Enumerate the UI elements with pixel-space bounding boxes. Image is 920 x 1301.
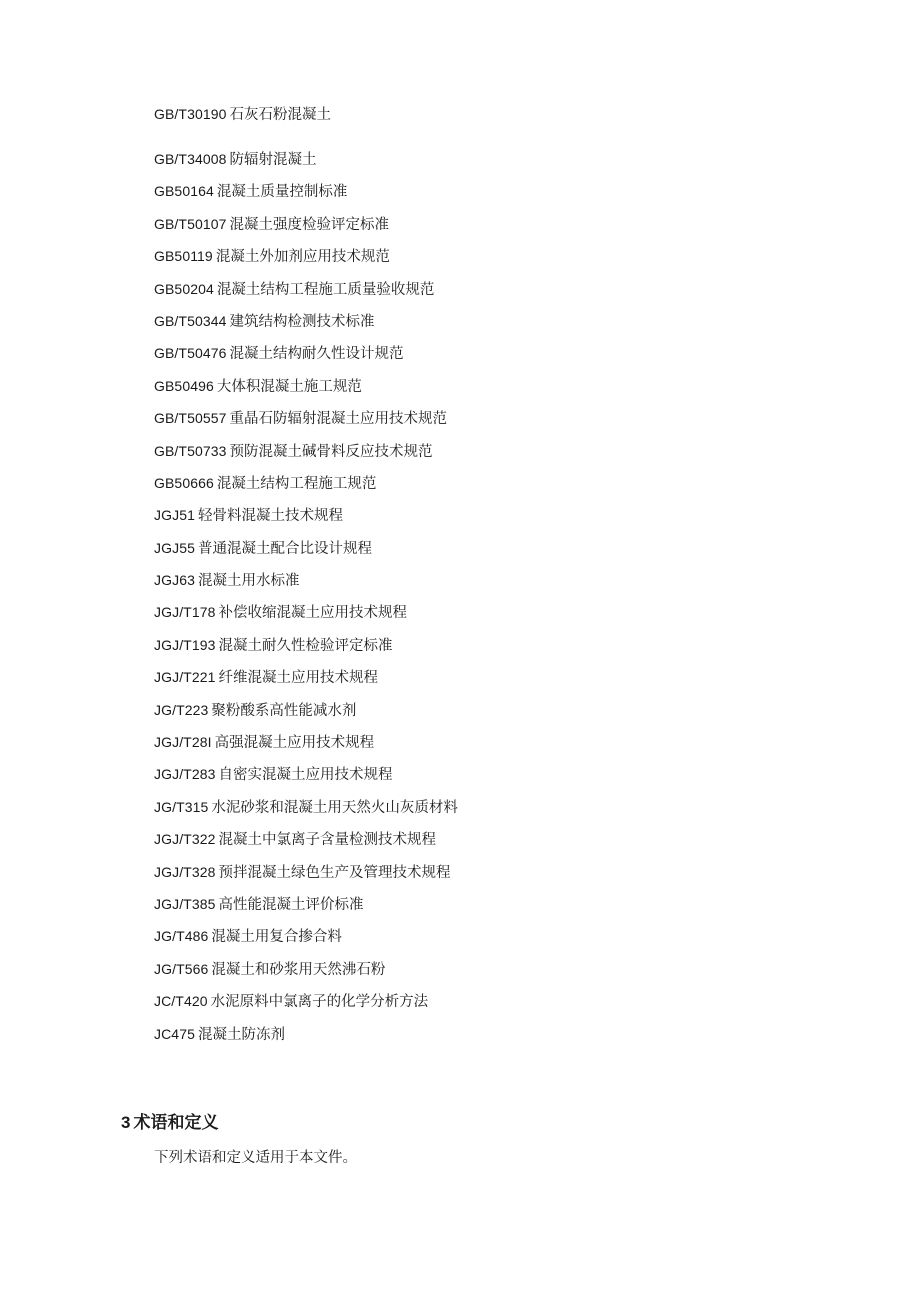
reference-code: GB/T50557 [154,410,227,427]
reference-code: JC/T420 [154,993,208,1010]
reference-title: 预防混凝土碱骨料反应技术规范 [229,443,433,460]
reference-title: 混凝土质量控制标准 [216,184,348,201]
reference-code: JGJ63 [154,572,195,589]
reference-code: JGJ/T221 [154,669,216,686]
reference-code: JG/T315 [154,798,209,815]
reference-item [154,568,458,600]
reference-title: 水泥砂浆和混凝土用天然火山灰质材料 [211,799,458,816]
reference-title: 石灰石粉混凝土 [229,107,331,123]
reference-title: 混凝土和砂浆用天然沸石粉 [211,961,386,978]
reference-title: 自密实混凝土应用技术规程 [218,767,393,784]
section-title: 术语和定义 [133,1113,219,1133]
section-body-text: 下列术语和定义适用于本文件。 [154,1150,357,1166]
reference-title: 混凝土用水标准 [197,573,300,590]
reference-code: JGJ/T28I [154,734,212,751]
reference-item [154,102,458,147]
reference-code: JGJ/T322 [154,831,216,848]
reference-title: 重晶石防辐射混凝土应用技术规范 [229,411,447,428]
reference-item [154,147,458,179]
reference-code: JGJ/T385 [154,895,216,912]
reference-item [154,439,458,471]
reference-title: 水泥原料中氯离子的化学分析方法 [210,994,429,1011]
reference-item [154,309,458,341]
reference-item [154,277,458,309]
reference-title: 混凝土强度检验评定标准 [229,216,389,233]
reference-item [154,536,458,568]
reference-title: 混凝土结构耐久性设计规范 [229,346,404,363]
reference-code: GB/T50344 [154,312,227,329]
reference-item [154,665,458,697]
reference-title: 混凝土耐久性检验评定标准 [218,637,393,654]
reference-item [154,406,458,438]
reference-code: JGJ/T283 [154,766,216,783]
reference-code: GB50164 [154,183,214,200]
reference-item [154,698,458,730]
reference-item [154,989,458,1021]
reference-item [154,795,458,827]
reference-item [154,212,458,244]
reference-title: 建筑结构检测技术标准 [229,313,375,330]
reference-item [154,892,458,924]
reference-title: 轻骨料混凝土技术规程 [197,508,343,525]
reference-title: 防辐射混凝土 [229,152,317,168]
reference-item [154,633,458,665]
reference-code: JGJ/T328 [154,863,216,880]
reference-item [154,244,458,276]
reference-code: GB50119 [154,248,213,265]
reference-title: 大体积混凝土施工规范 [216,378,362,395]
reference-code: JG/T486 [154,928,209,945]
reference-title: 混凝土防冻剂 [197,1026,285,1043]
reference-code: GB50666 [154,474,214,491]
reference-item [154,730,458,762]
reference-item [154,341,458,373]
reference-code: GB/T50476 [154,345,227,362]
reference-title: 预拌混凝土绿色生产及管理技术规程 [218,864,451,881]
reference-item [154,1022,458,1054]
reference-title: 补偿收缩混凝土应用技术规程 [218,605,407,622]
reference-item [154,957,458,989]
reference-item [154,860,458,892]
reference-code: GB50496 [154,377,214,394]
reference-code: GB/T50733 [154,442,227,459]
reference-item [154,503,458,535]
reference-title: 混凝土用复合掺合料 [211,929,342,946]
reference-title: 纤维混凝土应用技术规程 [218,670,378,687]
reference-item [154,374,458,406]
reference-title: 混凝土中氯离子含量检测技术规程 [218,832,436,849]
normative-references-list [154,102,458,1054]
reference-item [154,600,458,632]
reference-code: GB/T30190 [154,106,227,122]
reference-code: GB50204 [154,280,214,297]
reference-item [154,179,458,211]
reference-title: 混凝土结构工程施工规范 [216,475,377,492]
reference-code: JC475 [154,1025,195,1042]
reference-title: 混凝土结构工程施工质量验收规范 [216,281,435,298]
reference-title: 普通混凝土配合比设计规程 [197,540,372,557]
reference-code: GB/T34008 [154,151,227,167]
reference-code: JGJ55 [154,539,195,556]
reference-title: 混凝土外加剂应用技术规范 [215,249,390,266]
reference-item [154,762,458,794]
reference-item [154,471,458,503]
reference-item [154,827,458,859]
reference-code: JGJ/T193 [154,636,216,653]
reference-code: GB/T50107 [154,215,227,232]
reference-code: JG/T566 [154,960,209,977]
reference-title: 高强混凝土应用技术规程 [214,735,375,752]
reference-title: 聚粉酸系高性能减水剂 [211,702,357,719]
section-number: 3 [121,1113,131,1132]
reference-code: JGJ51 [154,507,195,524]
reference-item [154,924,458,956]
reference-title: 高性能混凝土评价标准 [218,896,364,913]
section-heading [121,1110,218,1136]
reference-code: JGJ/T178 [154,604,216,621]
reference-code: JG/T223 [154,701,209,718]
